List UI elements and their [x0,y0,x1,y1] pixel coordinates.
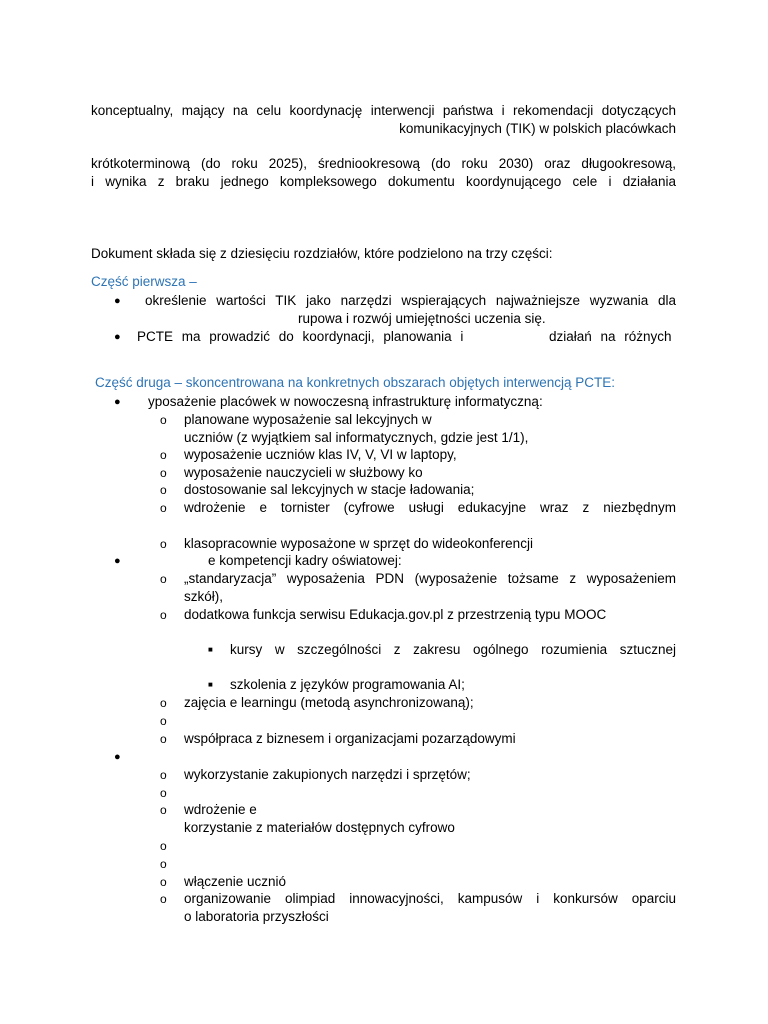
square-bullet-icon: ■ [208,645,213,654]
group2-item-5: współpraca z biznesem i organizacjami pozarządowymi [184,731,516,746]
group1-item-1-cont: uczniów (z wyjątkiem sal informatycznych, gdzie jest 1/1), [184,430,529,445]
circle-bullet-icon: o [160,875,167,889]
group2-subitem-1: kursy w szczególności z zakresu ogólnego rozumienia sztucznej [230,642,676,657]
bullet-icon: ● [114,751,121,763]
bullet-icon: ● [114,295,121,307]
circle-bullet-icon: o [160,732,167,746]
circle-bullet-icon: o [160,803,167,817]
circle-bullet-icon: o [160,839,167,853]
square-bullet-icon: ■ [208,680,213,689]
intro-line-2: komunikacyjnych (TIK) w polskich placówkach [399,121,676,136]
part1-item-1-line-a: określenie wartości TIK jako narzędzi wspierających najważniejsze wyzwania dla [145,293,676,308]
group1-item-1: planowane wyposażenie sal lekcyjnych w [184,412,432,427]
bullet-icon: ● [114,555,121,567]
circle-bullet-icon: o [160,501,167,515]
structure-sentence: Dokument składa się z dziesięciu rozdziałów, które podzielono na trzy części: [91,246,553,261]
circle-bullet-icon: o [160,413,167,427]
group3-item-7-cont: o laboratoria przyszłości [184,909,329,924]
circle-bullet-icon: o [160,696,167,710]
group2-item-3: zajęcia e learningu (metodą asynchronizowaną); [184,695,474,710]
circle-bullet-icon: o [160,768,167,782]
group2-subitem-2: szkolenia z języków programowania AI; [230,677,465,692]
group1-item-4: dostosowanie sal lekcyjnych w stacje ładowania; [184,482,475,497]
circle-bullet-icon: o [160,892,167,906]
circle-bullet-icon: o [160,786,167,800]
group2-item-1-cont: szkół), [184,589,224,604]
intro-line-1: konceptualny, mający na celu koordynację interwencji państwa i rekomendacji dotyczących [91,103,676,118]
circle-bullet-icon: o [160,714,167,728]
group3-item-6: włączenie ucznió [184,874,287,889]
circle-bullet-icon: o [160,466,167,480]
group1-item-2: wyposażenie uczniów klas IV, V, VI w laptopy, [184,447,457,462]
intro-line-3: krótkoterminową (do roku 2025), średniookresową (do roku 2030) oraz długookresową, [91,156,676,171]
circle-bullet-icon: o [160,537,167,551]
circle-bullet-icon: o [160,448,167,462]
group1-item-3: wyposażenie nauczycieli w służbowy ko [184,465,423,480]
circle-bullet-icon: o [160,572,167,586]
circle-bullet-icon: o [160,483,167,497]
part1-heading: Część pierwsza – [91,274,197,289]
group2-item-2: dodatkowa funkcja serwisu Edukacja.gov.pl z przestrzenią typu MOOC [184,607,607,622]
group3-item-1: wykorzystanie zakupionych narzędzi i sprzętów; [184,767,471,782]
part2-group1-label: yposażenie placówek w nowoczesną infrastrukturę informatyczną: [148,394,543,409]
bullet-icon: ● [114,396,121,408]
part2-group2-label: e kompetencji kadry oświatowej: [208,553,402,568]
circle-bullet-icon: o [160,608,167,622]
group1-item-6: klasopracownie wyposażone w sprzęt do wideokonferencji [184,536,533,551]
group3-item-3-cont: korzystanie z materiałów dostępnych cyfrowo [184,820,455,835]
group1-item-5: wdrożenie e tornister (cyfrowe usługi edukacyjne wraz z niezbędnym [184,500,676,515]
group3-item-7: organizowanie olimpiad innowacyjności, kampusów i konkursów oparciu [184,891,676,906]
group2-item-1: „standaryzacja” wyposażenia PDN (wyposażenie tożsame z wyposażeniem [184,571,676,586]
circle-bullet-icon: o [160,857,167,871]
bullet-icon: ● [114,331,121,343]
part2-heading: Część druga – skoncentrowana na konkretnych obszarach objętych interwencją PCTE: [95,375,616,390]
intro-line-4: i wynika z braku jednego kompleksowego dokumentu koordynującego cele i działania [91,174,676,189]
group3-item-3: wdrożenie e [184,802,257,817]
part1-item-2-line-b: działań na różnych [549,329,672,344]
part1-item-1-line-b: rupowa i rozwój umiejętności uczenia się. [298,311,546,326]
part1-item-2-line-a: PCTE ma prowadzić do koordynacji, planowania i [137,329,464,344]
